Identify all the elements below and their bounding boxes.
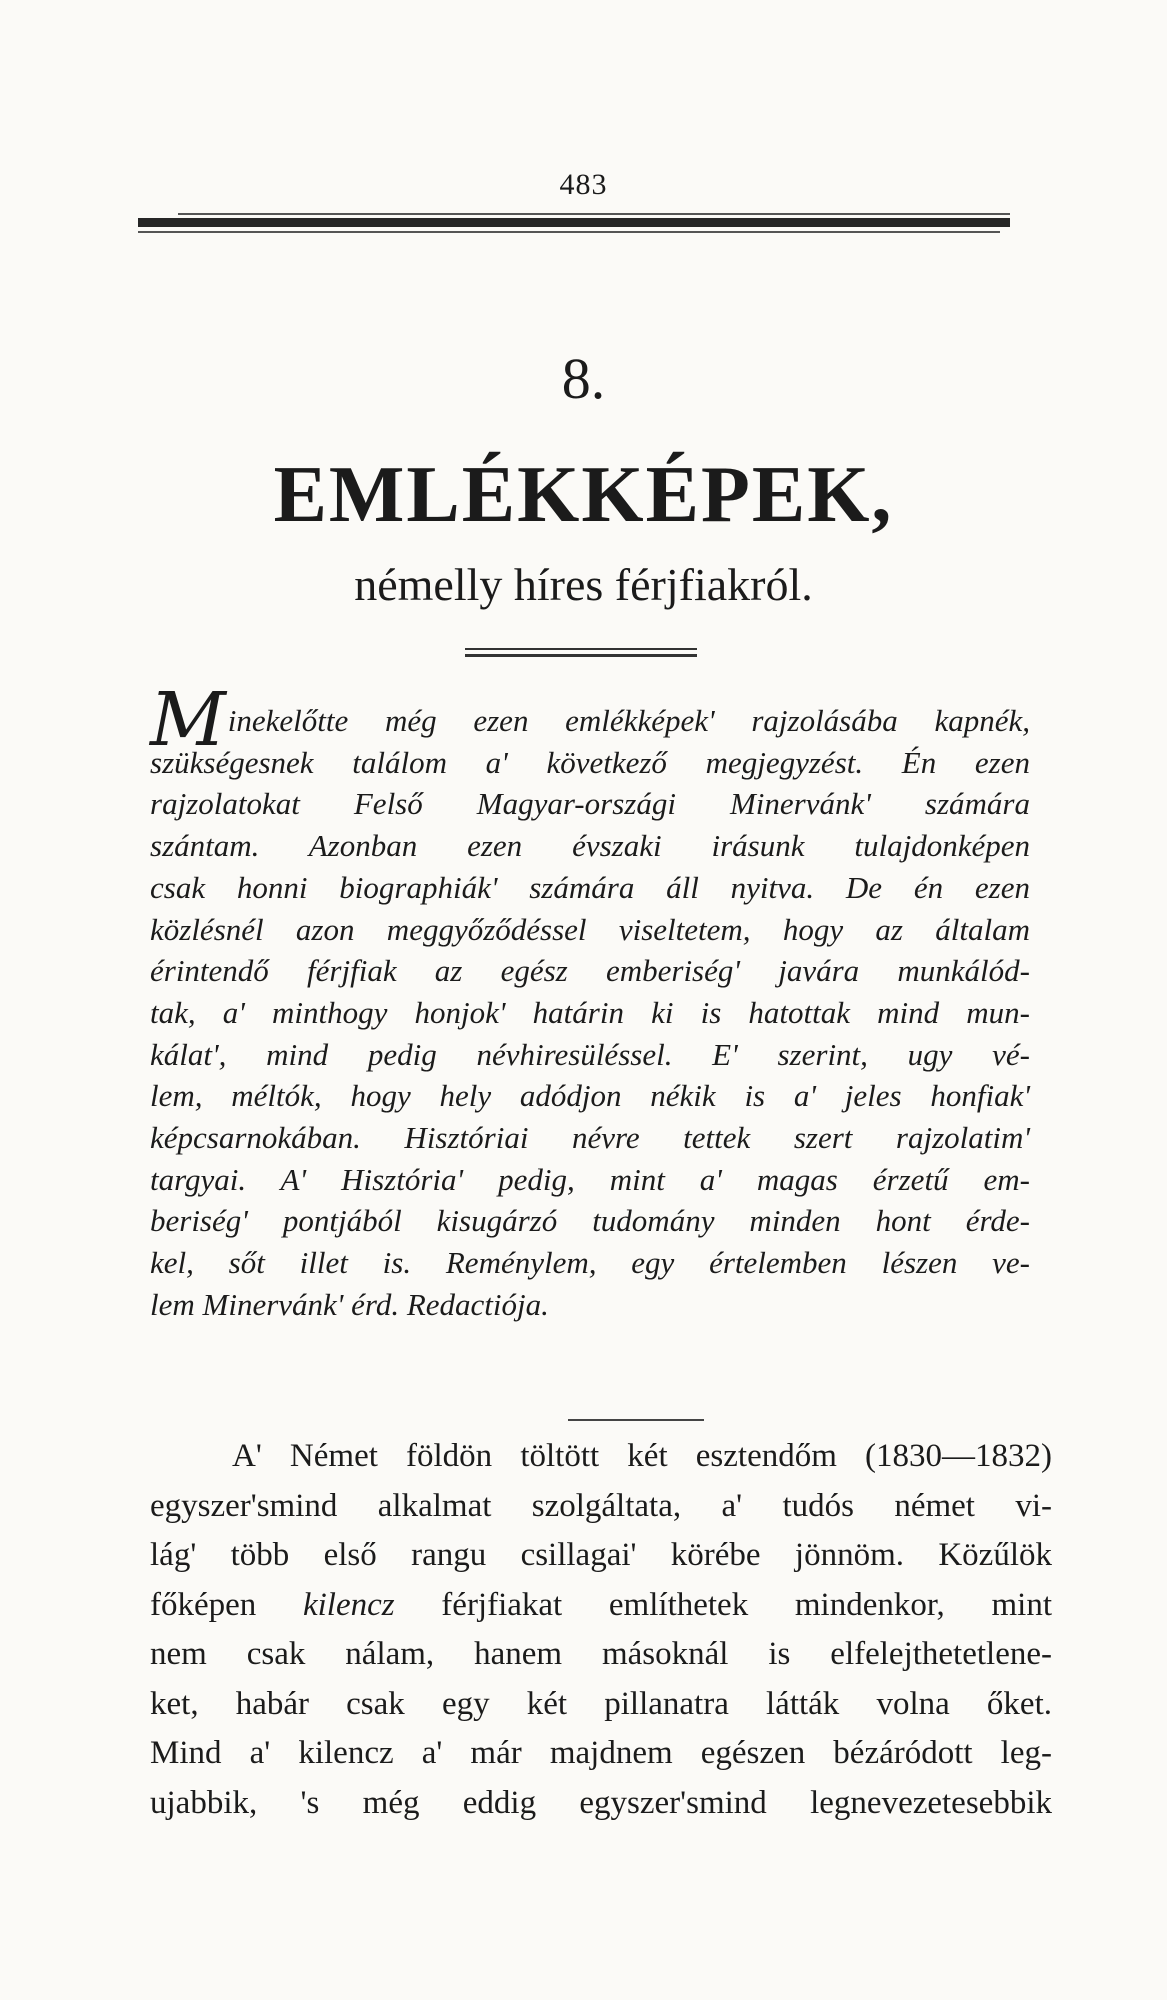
preface-line: szántam. Azonban ezen évszaki irásunk tulajdonképen	[150, 828, 1030, 864]
preface-line: csak honni biographiák' számára áll nyitva. De én ezen	[150, 869, 1030, 905]
preface-line: beriség' pontjából kisugárzó tudomány minden hont érde-	[150, 1203, 1030, 1239]
section-divider	[568, 1419, 704, 1421]
preface-line: lem Minervánk' érd. Redactiója.	[150, 1286, 549, 1322]
preface-line: kálat', mind pedig névhiresüléssel. E' szerint, ugy vé-	[150, 1036, 1030, 1072]
preface-line: kel, sőt illet is. Reménylem, egy értelemben lészen ve-	[150, 1245, 1030, 1281]
page-number: 483	[559, 168, 608, 201]
body-line: Mind a' kilencz a' már majdnem egészen bézáródott leg-	[150, 1735, 1052, 1771]
body-paragraph	[150, 1432, 1052, 1828]
preface-line: targyai. A' Hisztória' pedig, mint a' magas érzetű em-	[150, 1161, 1030, 1197]
preface-line: szükségesnek találom a' következő megjegyzést. Én ezen	[150, 744, 1030, 780]
chapter-subtitle: némelly híres férjfiakról.	[354, 559, 813, 610]
preface-line: lem, méltók, hogy hely adódjon nékik is a' jeles honfiak'	[150, 1078, 1030, 1114]
body-line: ket, habár csak egy két pillanatra látták volna őket.	[150, 1685, 1052, 1722]
section-number: 8.	[561, 346, 606, 411]
body-line: nem csak nálam, hanem másoknál is elfelejthetetlene-	[150, 1636, 1052, 1672]
preface-paragraph	[150, 677, 1030, 1326]
title-divider	[465, 648, 697, 658]
preface-line: Minekelőtte még ezen emlékképek' rajzolásába kapnék,	[150, 677, 1030, 763]
body-line: ujabbik, 's még eddig egyszer'smind legnevezetesebbik	[150, 1784, 1052, 1821]
preface-line: rajzolatokat Felső Magyar-országi Minervánk' számára	[150, 786, 1030, 822]
chapter-title: EMLÉKKÉPEK,	[273, 451, 894, 539]
body-line: egyszer'smind alkalmat szolgáltata, a' tudós német vi-	[150, 1487, 1052, 1524]
preface-line: érintendő férjfiak az egész emberiség' javára munkálód-	[150, 953, 1030, 989]
preface-line: közlésnél azon meggyőződéssel viseltetem, hogy az általam	[150, 911, 1030, 947]
body-line: A' Német földön töltött két esztendőm (1830—1832)	[232, 1438, 1052, 1474]
drop-initial: M	[150, 677, 226, 763]
preface-line: tak, a' minthogy honjok' határin ki is hatottak mind mun-	[150, 994, 1030, 1030]
preface-line: képcsarnokában. Hisztóriai névre tettek szert rajzolatim'	[150, 1120, 1030, 1156]
body-line: lág' több első rangu csillagai' körébe jönnöm. Közűlök	[150, 1537, 1052, 1573]
header-rule	[138, 210, 1010, 236]
body-line: főképen kilencz férjfiakat említhetek mindenkor, mint	[150, 1586, 1052, 1623]
